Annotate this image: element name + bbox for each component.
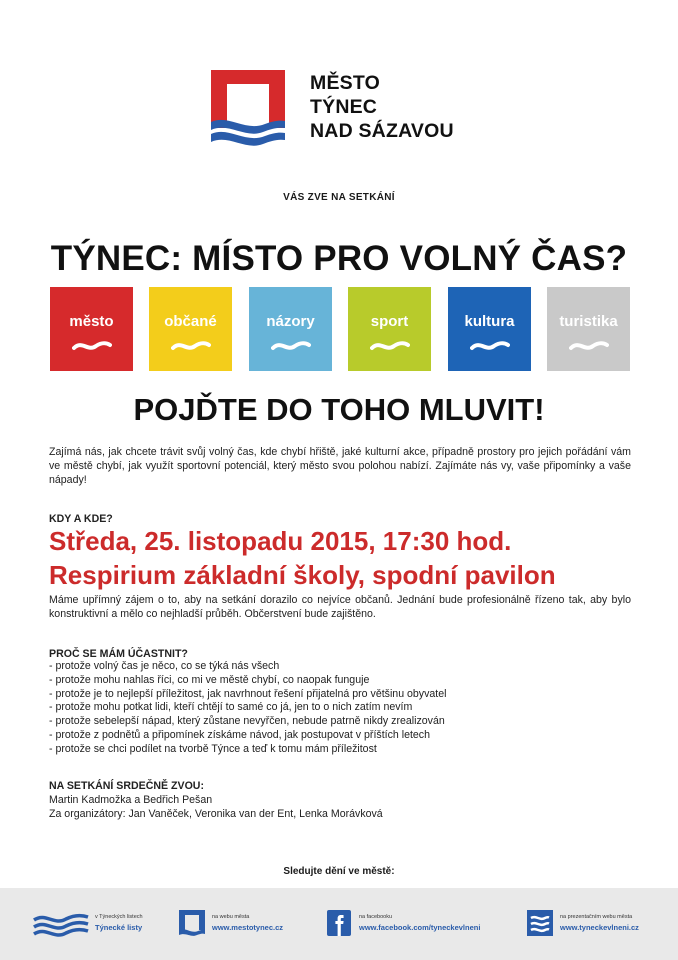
invite-label: NA SETKÁNÍ SRDEČNĚ ZVOU: xyxy=(49,780,204,792)
footer-link[interactable]: Týnecké listy xyxy=(95,923,143,932)
tile-label: sport xyxy=(370,313,409,330)
footer-link[interactable]: www.tyneckevlneni.cz xyxy=(560,923,639,932)
main-title: TÝNEC: MÍSTO PRO VOLNÝ ČAS? xyxy=(50,239,628,278)
list-item: - protože sebelepší nápad, který zůstane nevyřčen, nebude patrně nikdy zrealizován xyxy=(49,715,445,728)
call-to-action-headline: POJĎTE DO TOHO MLUVIT! xyxy=(133,392,545,427)
tile-obcane xyxy=(149,287,232,371)
wave-icon xyxy=(72,339,112,353)
list-item: - protože mohu nahlas říci, co mi ve městě chybí, co naopak funguje xyxy=(49,673,370,686)
tile-label: občané xyxy=(164,313,217,330)
wave-icon xyxy=(370,339,410,353)
tile-sport xyxy=(348,287,431,371)
tile-label: kultura xyxy=(464,313,515,330)
logo-line-2: TÝNEC xyxy=(310,96,378,118)
wave-icon xyxy=(470,339,510,353)
logo-line-3: NAD SÁZAVOU xyxy=(310,120,454,142)
event-place: Respirium základní školy, spodní pavilon xyxy=(49,560,556,590)
list-item: - protože je to nejlepší příležitost, jak navrhnout řešení přijatelná pro většinu obyvatel xyxy=(49,687,447,700)
list-item: - protože z podnětů a připomínek získáme návod, jak postupovat v příštích letech xyxy=(49,728,430,741)
city-logo-icon xyxy=(179,910,205,936)
footer-small-text: v Týneckých listech xyxy=(95,914,143,920)
tile-mesto xyxy=(50,287,133,371)
follow-heading: Sledujte dění ve městě: xyxy=(283,866,395,877)
footer-item-web[interactable] xyxy=(179,908,309,948)
event-note: Máme upřímný zájem o to, aby na setkání dorazilo co nejvíce občanů. Jednání bude profesionálně řízeno tak, aby bylo konstruktivní a mělo co nejhladší průběh. Občerstvení bude zajištěno. xyxy=(49,594,631,620)
when-label: KDY A KDE? xyxy=(49,513,113,525)
presentation-logo-icon xyxy=(527,910,553,936)
tile-kultura xyxy=(448,287,531,371)
wave-icon xyxy=(569,339,609,353)
footer-item-facebook[interactable] xyxy=(327,908,507,948)
logo-line-1: MĚSTO xyxy=(310,72,380,94)
city-logo xyxy=(211,70,285,148)
intro-paragraph: Zajímá nás, jak chcete trávit svůj volný čas, kde chybí hřiště, jaké kulturní akce, případně prostory pro jejich pořádání vám ve městě chybí, jak využít sportovní potenciál, který město svou polohou nabízí. Zajímáte nás vy, vaše připomínky a vaše nápady! xyxy=(49,446,631,486)
tile-label: názory xyxy=(266,313,315,330)
footer-bar xyxy=(0,888,678,960)
tile-turistika xyxy=(547,287,630,371)
why-list xyxy=(49,660,631,757)
footer-item-presentation[interactable] xyxy=(527,908,667,948)
tile-nazory xyxy=(249,287,332,371)
logo-text xyxy=(310,71,454,143)
waves-icon xyxy=(32,910,90,938)
list-item: - protože mohu potkat lidi, kteří chtějí to samé co já, jen to o nich zatím nevím xyxy=(49,701,413,714)
wave-icon xyxy=(271,339,311,353)
category-tiles xyxy=(50,287,630,371)
footer-small-text: na webu města xyxy=(212,914,250,920)
list-item: - protože volný čas je něco, co se týká nás všech xyxy=(49,660,280,672)
footer-small-text: na prezentačním webu města xyxy=(560,914,633,920)
invite-names: Martin Kadmožka a Bedřich Pešan xyxy=(49,794,213,806)
tile-label: turistika xyxy=(559,313,618,330)
footer-link[interactable]: www.mestotynec.cz xyxy=(212,923,283,932)
why-label: PROČ SE MÁM ÚČASTNIT? xyxy=(49,648,188,660)
footer-item-listy[interactable] xyxy=(32,908,162,948)
tile-label: město xyxy=(69,313,114,330)
wave-icon xyxy=(171,339,211,353)
footer-link[interactable]: www.facebook.com/tyneckevlneni xyxy=(359,923,481,932)
footer-small-text: na facebooku xyxy=(359,914,393,920)
event-date: Středa, 25. listopadu 2015, 17:30 hod. xyxy=(49,526,512,556)
invite-organizers: Za organizátory: Jan Vaněček, Veronika van der Ent, Lenka Morávková xyxy=(49,808,383,820)
list-item: - protože se chci podílet na tvorbě Týnce a teď k tomu mám příležitost xyxy=(49,742,377,755)
invite-text: VÁS ZVE NA SETKÁNÍ xyxy=(283,192,395,203)
facebook-icon xyxy=(327,910,351,936)
